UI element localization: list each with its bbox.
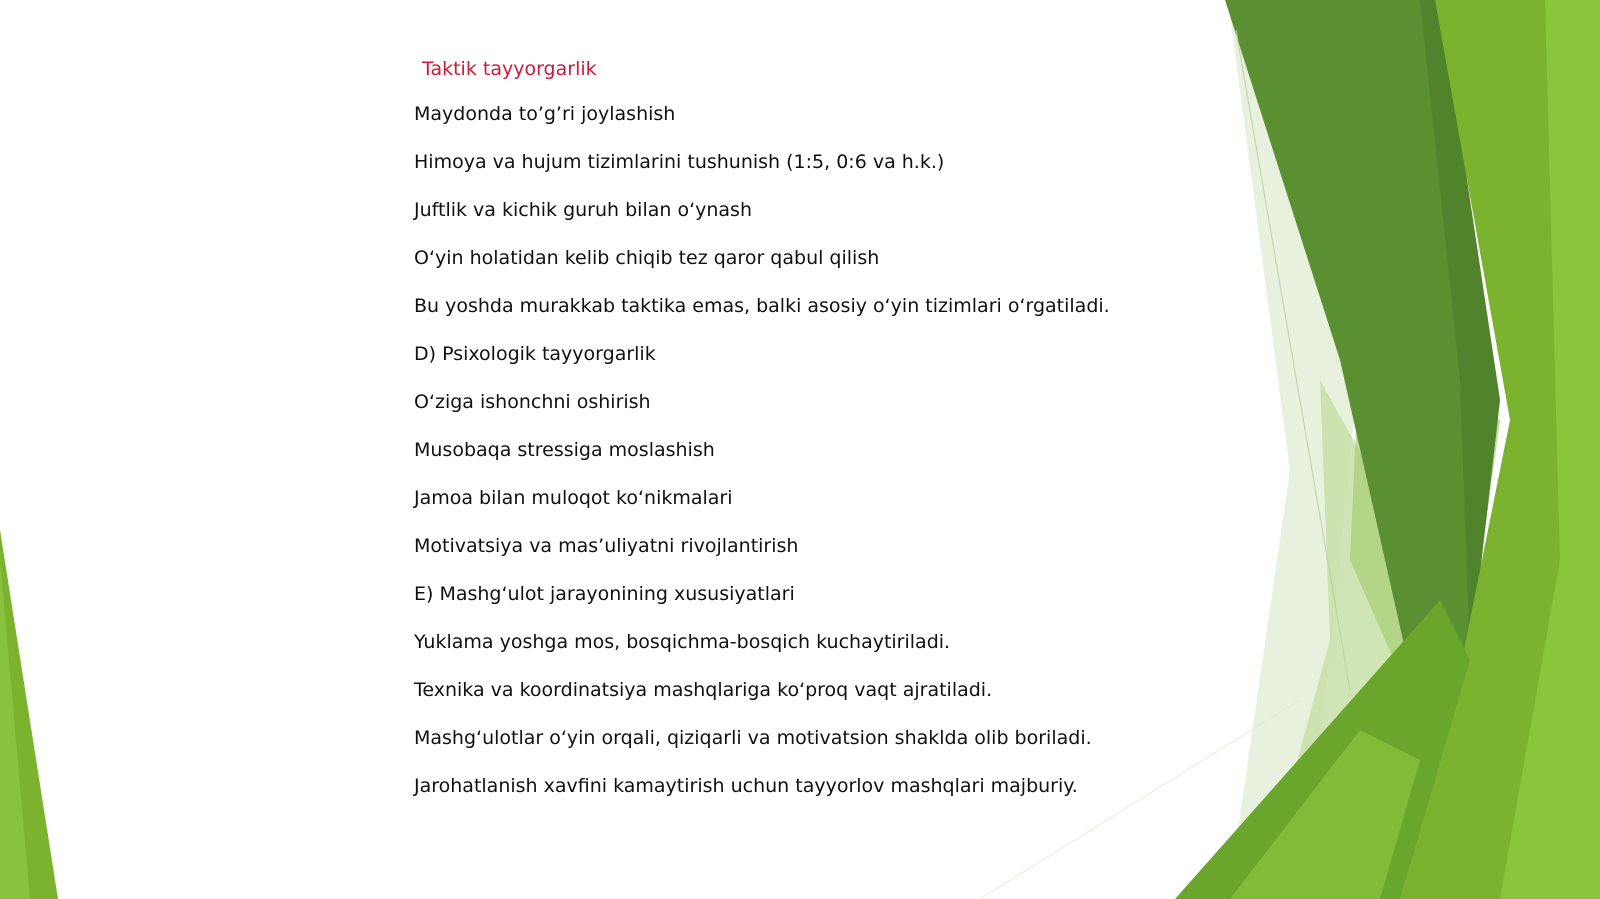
text-lines bbox=[414, 97, 1174, 817]
slide-title: Taktik tayyorgarlik bbox=[422, 58, 597, 80]
text-line: O‘ziga ishonchni oshirish bbox=[414, 391, 651, 413]
slide-content bbox=[414, 52, 1174, 817]
text-line: Himoya va hujum tizimlarini tushunish (1:5, 0:6 va h.k.) bbox=[414, 151, 945, 173]
text-line: Maydonda to’g’ri joylashish bbox=[414, 103, 676, 125]
text-line: Bu yoshda murakkab taktika emas, balki asosiy o‘yin tizimlari o‘rgatiladi. bbox=[414, 295, 1110, 317]
text-line: O‘yin holatidan kelib chiqib tez qaror qabul qilish bbox=[414, 247, 880, 269]
text-line: Jarohatlanish xavfini kamaytirish uchun tayyorlov mashqlari majburiy. bbox=[414, 775, 1078, 797]
section-heading-psychological: D) Psixologik tayyorgarlik bbox=[414, 343, 656, 365]
text-line: Texnika va koordinatsiya mashqlariga ko‘proq vaqt ajratiladi. bbox=[414, 679, 993, 701]
text-line: Yuklama yoshga mos, bosqichma-bosqich kuchaytiriladi. bbox=[414, 631, 951, 653]
text-line: Juftlik va kichik guruh bilan o‘ynash bbox=[414, 199, 752, 221]
section-heading-training-process: E) Mashg‘ulot jarayonining xususiyatlari bbox=[414, 583, 795, 605]
text-line: Motivatsiya va mas’uliyatni rivojlantirish bbox=[414, 535, 799, 557]
text-line: Musobaqa stressiga moslashish bbox=[414, 439, 715, 461]
text-line: Jamoa bilan muloqot ko‘nikmalari bbox=[414, 487, 733, 509]
text-line: Mashg‘ulotlar o‘yin orqali, qiziqarli va motivatsion shaklda olib boriladi. bbox=[414, 727, 1092, 749]
